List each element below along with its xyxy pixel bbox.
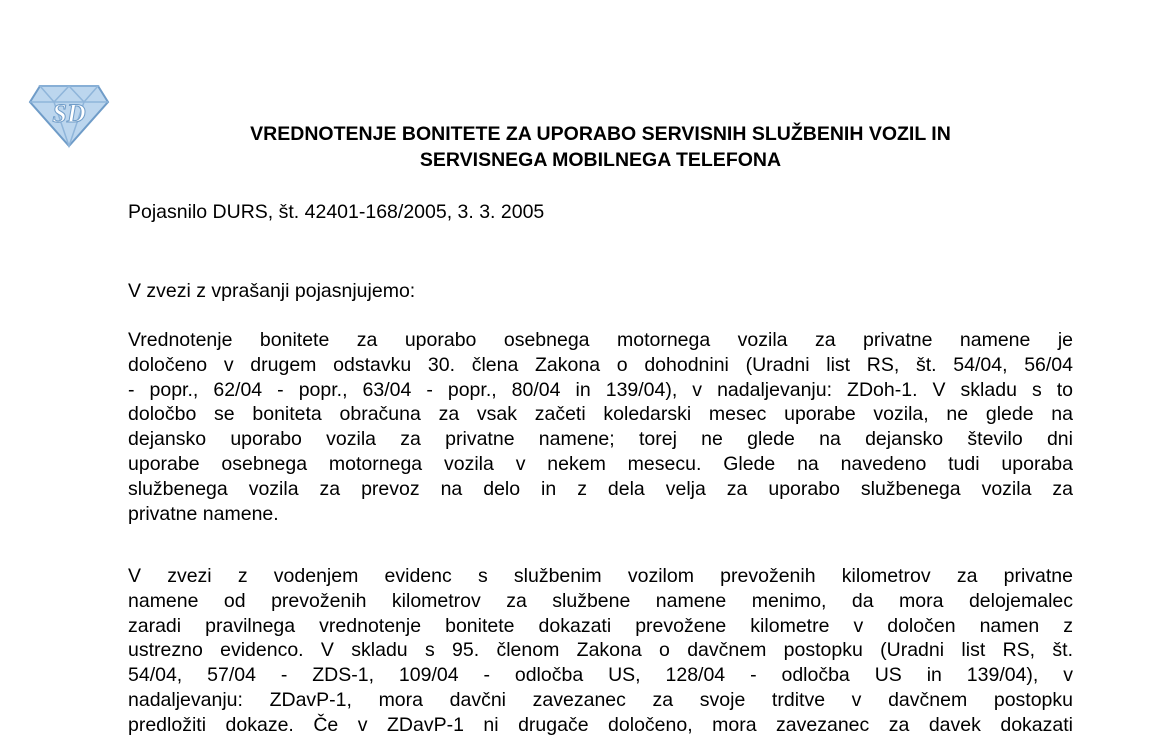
title-line: VREDNOTENJE BONITETE ZA UPORABO SERVISNIH SLUŽBENIH VOZIL IN [250, 123, 951, 145]
paragraph-2 [128, 564, 1073, 738]
paragraph-line: določbo se boniteta obračuna za vsak začeti koledarski mesec uporabe vozila, ne glede na [128, 403, 1073, 426]
paragraph-line: službenega vozila za prevoz na delo in z dela velja za uporabo službenega vozila za [128, 477, 1073, 500]
document-title [128, 121, 1073, 173]
paragraph-line: V zvezi z vodenjem evidenc s službenim vozilom prevoženih kilometrov za privatne [128, 565, 1073, 587]
paragraph-line: Vrednotenje bonitete za uporabo osebnega motornega vozila za privatne namene je [128, 329, 1073, 351]
sd-diamond-logo-icon [26, 78, 112, 150]
paragraph-line: nadaljevanju: ZDavP-1, mora davčni zavezanec za svoje trditve v davčnem postopku [128, 688, 1073, 711]
paragraph-line: predložiti dokaze. Če v ZDavP-1 ni drugače določeno, mora zavezanec za davek dokazati [128, 713, 1073, 736]
paragraph-1 [128, 328, 1073, 526]
paragraph-line: določeno v drugem odstavku 30. člena Zakona o dohodnini (Uradni list RS, št. 54/04, 56/04 [128, 353, 1073, 376]
paragraph-line: - popr., 62/04 - popr., 63/04 - popr., 80/04 in 139/04), v nadaljevanju: ZDoh-1. V skladu s to [128, 378, 1073, 401]
paragraph-line: privatne namene. [128, 502, 279, 525]
document-reference: Pojasnilo DURS, št. 42401-168/2005, 3. 3. 2005 [128, 201, 545, 223]
company-logo [26, 78, 112, 150]
paragraph-line: dejansko uporabo vozila za privatne namene; torej ne glede na dejansko število dni [128, 428, 1073, 451]
logo-text: SD [52, 99, 86, 128]
intro-text: V zvezi z vprašanji pojasnjujemo: [128, 280, 416, 302]
paragraph-line: zaradi pravilnega vrednotenje bonitete dokazati prevožene kilometre v določen namen z [128, 614, 1073, 637]
paragraph-line: 54/04, 57/04 - ZDS-1, 109/04 - odločba US, 128/04 - odločba US in 139/04), v [128, 664, 1073, 687]
title-line: SERVISNEGA MOBILNEGA TELEFONA [419, 149, 782, 171]
paragraph-line: ustrezno evidenco. V skladu s 95. členom Zakona o davčnem postopku (Uradni list RS, št. [128, 639, 1073, 662]
paragraph-line: uporabe osebnega motornega vozila v nekem mesecu. Glede na navedeno tudi uporaba [128, 452, 1073, 475]
paragraph-line: namene od prevoženih kilometrov za službene namene menimo, da mora delojemalec [128, 589, 1073, 612]
